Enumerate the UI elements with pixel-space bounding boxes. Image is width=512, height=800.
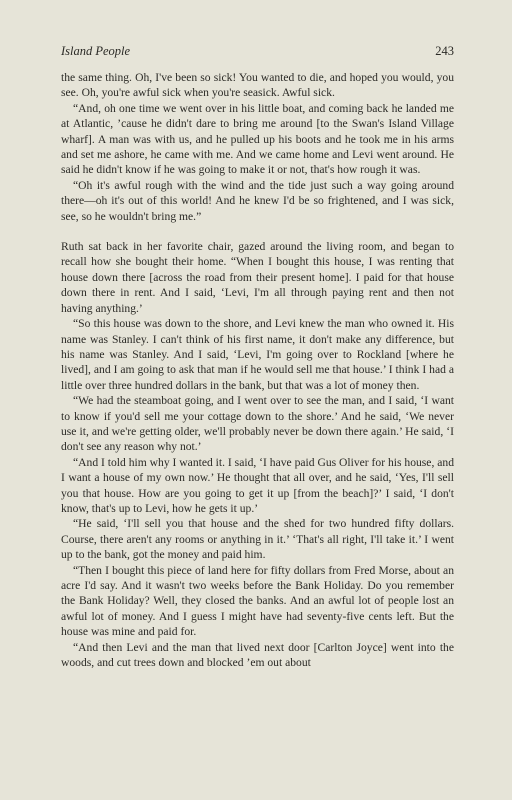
paragraph: “And, oh one time we went over in his little boat, and coming back he landed me at Atlantic, ’cause he didn't dare to bring me around [to the Swan's Island Village wharf]. A man was with us, and he pulled up his boots and he took me in his arms and set me ashore, he came with me. And we came home and Levi went around. He said he didn't know if he was going to make it or not, that's how rough it was. — [61, 101, 454, 177]
paragraph: “Then I bought this piece of land here for fifty dollars from Fred Morse, about an acre I'd say. And it wasn't two weeks before the Bank Holiday. Do you remember the Bank Holiday? Well, they closed the banks. And an awful lot of people lost an awful lot of money. And I guess I might have had seventy-five cents left. But the house was mine and paid for. — [61, 563, 454, 639]
paragraph-continued: the same thing. Oh, I've been so sick! You wanted to die, and hoped you would, you see. Oh, you're awful sick when you're seasick. Awful sick. — [61, 71, 454, 100]
paragraph: “He said, ‘I'll sell you that house and the shed for two hundred fifty dollars. Course, there aren't any rooms or anything in it.’ ‘That's all right, I'll take it.’ I went up to the bank, got the money and paid him. — [61, 517, 454, 562]
running-head — [61, 44, 454, 66]
body-text — [61, 70, 454, 670]
page-number: 243 — [435, 44, 454, 58]
running-title: Island People — [61, 44, 131, 58]
paragraph: “We had the steamboat going, and I went over to see the man, and I said, ‘I want to know if you'd sell me your cottage down to the shore.’ And he said, ‘We never use it, and we're getting older, we'll probably never be down there again.’ He said, ‘I don't see any reason why not.’ — [61, 394, 454, 454]
paragraph: “And I told him why I wanted it. I said, ‘I have paid Gus Oliver for his house, and I want a house of my own now.’ He thought that all over, and he said, ‘Yes, I'll sell you that house. How are you going to get it up [from the beach]?’ I said, ‘I don't know, that's up to Levi, how he gets it up.’ — [61, 455, 454, 515]
section-break — [61, 224, 454, 239]
paragraph: “And then Levi and the man that lived next door [Carlton Joyce] went into the woods, and cut trees down and blocked ’em out about — [61, 640, 454, 670]
paragraph: “So this house was down to the shore, and Levi knew the man who owned it. His name was Stanley. I can't think of his first name, it don't make any difference, but his name was Stanley. And I said, ‘Levi, I'm going over to Rockland [where he lived], and I am going to ask that man if he would sell me that house.’ I think I had a little over three hundred dollars in the bank, but that was a lot of money then. — [61, 317, 454, 392]
paragraph-section-start: Ruth sat back in her favorite chair, gazed around the living room, and began to recall how she bought their home. “When I bought this house, I was renting that house down there [across the road from their present home]. I paid for that house down there in rent. And I said, ‘Levi, I'm all through paying rent and then not having anything.’ — [61, 240, 454, 315]
paragraph: “Oh it's awful rough with the wind and the tide just such a way going around there—oh it's out of this world! And he knew I'd be so frightened, and I was sick, see, so he wouldn't bring me.” — [61, 178, 454, 223]
